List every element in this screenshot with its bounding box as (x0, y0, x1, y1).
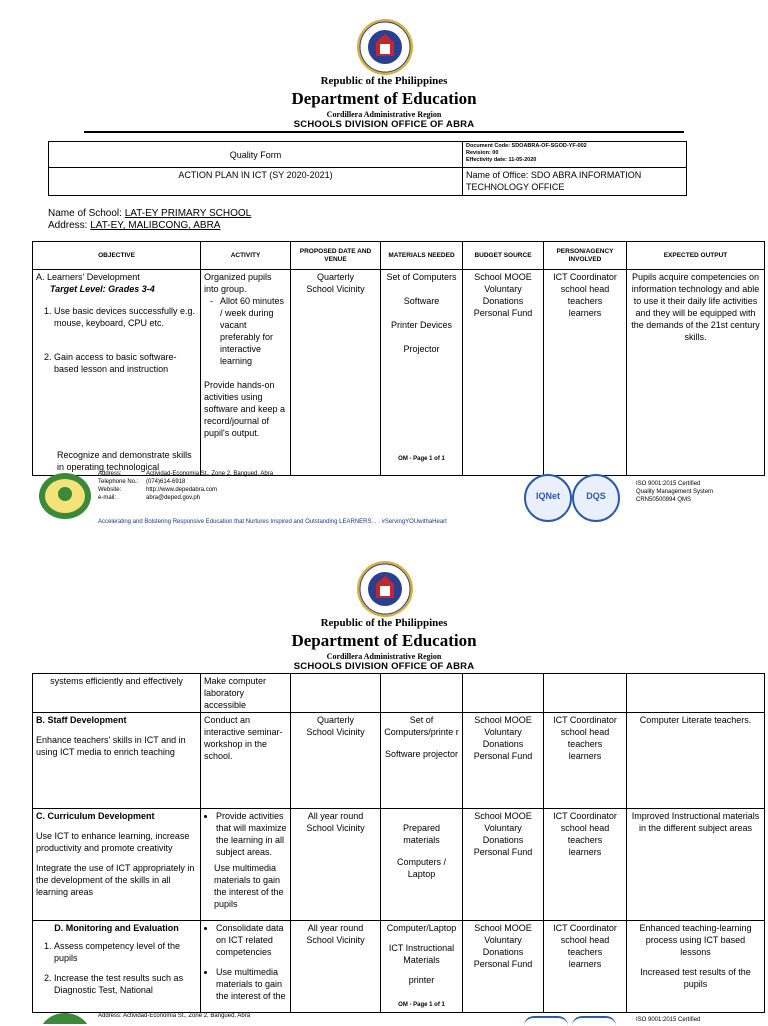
mon-mat-1: Computer/Laptop (386, 923, 457, 933)
document-control (463, 142, 687, 168)
objective-2: 2. Gain access to basic software-based lesson and instruction (54, 351, 197, 375)
curr-bud-3: Donations (482, 835, 524, 845)
budget-3: Donations (482, 296, 524, 306)
staff-bud-4: Personal Fund (473, 751, 533, 761)
mon-per-2: school head (560, 935, 610, 945)
objective-3: Recognize and demonstrate skills in operating technological (57, 450, 192, 472)
staff-bud-1: School MOOE (474, 715, 532, 725)
school-address-label: Address: (48, 220, 88, 231)
monitoring-obj-1: 1. Assess competency level of the pupils (54, 940, 197, 964)
objective-continued: systems efficiently and effectively (33, 674, 201, 713)
curr-per-2: school head (560, 823, 610, 833)
iqnet-badge-page2 (524, 1016, 568, 1026)
mon-bud-1: School MOOE (474, 923, 532, 933)
staff-dev-objective (33, 713, 201, 809)
materials-cell (381, 270, 463, 476)
action-plan-table-page1 (32, 241, 765, 476)
region-label: Cordillera Administrative Region (326, 110, 442, 119)
curriculum-date (291, 809, 381, 921)
republic-label-page2: Republic of the Philippines (320, 617, 448, 629)
mon-out-2: Increased test results of the pupils (640, 967, 751, 989)
dqs-badge-page2 (572, 1016, 616, 1026)
activity-intro: Organized pupils into group. (204, 272, 272, 294)
expected-output-cell: Pupils acquire competencies on information technology and able to use it their daily life activities and they will be equipped with the demands of the 21st century skills. (627, 270, 765, 476)
curr-per-3: teachers (567, 835, 603, 845)
footer-address-page2: Address: Actividad-Economia St., Zone 2, Bangued, Abra (98, 1013, 251, 1019)
motto: Accelerating and Bolstering Responsive Education that Nurtures Inspired and Outstanding LEARNERS. . . #ServingYOUwithaHeart (98, 519, 447, 525)
curriculum-obj-1: Use ICT to enhance learning, increase productivity and promote creativity (36, 831, 190, 853)
school-name-value: LAT-EY PRIMARY SCHOOL (124, 208, 252, 219)
staff-per-4: learners (568, 751, 602, 761)
header-budget: BUDGET SOURCE (463, 242, 544, 270)
curriculum-materials (381, 809, 463, 921)
table-row (33, 713, 765, 809)
header-date-venue: PROPOSED DATE AND VENUE (291, 242, 381, 270)
staff-dev-person (544, 713, 627, 809)
mon-mat-2: ICT Instructional Materials (388, 943, 455, 965)
budget-1: School MOOE (474, 272, 532, 282)
mon-out-1: Enhanced teaching-learning process using ICT based lessons (639, 923, 752, 957)
staff-dev-activity: Conduct an interactive seminar-workshop in the school. (201, 713, 291, 809)
department-title-page2: Department of Education (291, 631, 477, 650)
curriculum-obj-2: Integrate the use of ICT appropriately in the development of the skills in all learning areas (36, 863, 195, 897)
budget-4: Personal Fund (473, 308, 533, 318)
monitoring-act-1: • Consolidate data on ICT related competencies (216, 922, 287, 958)
mon-mat-3: printer (408, 975, 435, 985)
staff-per-2: school head (560, 727, 610, 737)
quality-form-label: Quality Form (49, 142, 463, 168)
address-value: Actividad-Economia St., Zone 2, Bangued, Abra (146, 471, 274, 477)
address-label: Address: (98, 471, 122, 477)
school-address-value: LAT-EY, MALIBCONG, ABRA (90, 220, 221, 231)
sdo-abra-logo-page2 (38, 1012, 92, 1024)
monitoring-activity (201, 921, 291, 1013)
date-quarterly: Quarterly (316, 272, 354, 282)
page-mark: OM - Page 1 of 1 (398, 456, 445, 462)
header-activity: ACTIVITY (201, 242, 291, 270)
mon-date-2: School Vicinity (306, 935, 365, 945)
mon-date-1: All year round (307, 923, 364, 933)
staff-date-2: School Vicinity (306, 727, 365, 737)
curriculum-budget (463, 809, 544, 921)
header-objective: OBJECTIVE (33, 242, 201, 270)
venue: School Vicinity (306, 284, 365, 294)
curriculum-person (544, 809, 627, 921)
staff-bud-2: Voluntary (484, 727, 522, 737)
form-title: ACTION PLAN IN ICT (SY 2020-2021) (49, 168, 463, 196)
iso-line-1: ISO 9001:2015 Certified (636, 481, 701, 487)
staff-dev-output: Computer Literate teachers. (627, 713, 765, 809)
monitoring-output (627, 921, 765, 1013)
header-output: EXPECTED OUTPUT (627, 242, 765, 270)
staff-dev-materials (381, 713, 463, 809)
staff-dev-budget (463, 713, 544, 809)
person-cell (544, 270, 627, 476)
header-person: PERSON/AGENCY INVOLVED (544, 242, 627, 270)
quality-form-box (48, 141, 687, 196)
person-2: school head (560, 284, 610, 294)
email-value: abra@deped.gov.ph (146, 495, 201, 501)
iqnet-certified-badge (524, 474, 572, 522)
website-value: http://www.depedabra.com (146, 487, 218, 493)
iso-certification (636, 480, 766, 504)
activity-dash-item: - Allot 60 minutes / week during vacant preferably for interactive learning (220, 295, 287, 367)
monitoring-act-2: • Use multimedia materials to gain the interest of the (216, 966, 287, 1002)
iqnet-label: IQNet (535, 491, 560, 501)
person-4: learners (568, 308, 602, 318)
material-2: Software (403, 296, 440, 306)
curr-bud-2: Voluntary (484, 823, 522, 833)
website-label: Website: (98, 487, 122, 493)
school-info (48, 208, 251, 232)
learners-dev-title: A. Learners' Development (36, 272, 140, 282)
region-label-page2: Cordillera Administrative Region (326, 652, 442, 661)
office-name: Name of Office: SDO ABRA INFORMATION TECHNOLOGY OFFICE (463, 168, 687, 196)
mon-bud-3: Donations (482, 947, 524, 957)
effectivity-date: Effectivity date: 11-05-2020 (466, 157, 537, 163)
curriculum-title: C. Curriculum Development (36, 811, 155, 821)
target-level: Target Level: Grades 3-4 (50, 284, 155, 294)
action-plan-table-page2 (32, 673, 765, 1013)
curr-bud-4: Personal Fund (473, 847, 533, 857)
material-4: Projector (403, 344, 440, 354)
staff-bud-3: Donations (482, 739, 524, 749)
curr-per-1: ICT Coordinator (553, 811, 617, 821)
monitoring-date (291, 921, 381, 1013)
person-1: ICT Coordinator (553, 272, 617, 282)
activity-hands-on: Provide hands-on activities using software and keep a record/journal of pupil's output. (204, 380, 286, 438)
email-label: e-mail: (98, 495, 117, 501)
table-row (33, 270, 765, 476)
monitoring-obj-2: 2. Increase the test results such as Diagnostic Test, National (54, 972, 197, 996)
table-row (33, 809, 765, 921)
department-title: Department of Education (291, 89, 477, 108)
staff-per-1: ICT Coordinator (553, 715, 617, 725)
school-name-label: Name of School: (48, 208, 122, 219)
iso-page2: ISO 9001:2015 Certified (636, 1017, 701, 1023)
header-materials: MATERIALS NEEDED (381, 242, 463, 270)
revision: Revision: 00 (466, 150, 499, 156)
monitoring-person (544, 921, 627, 1013)
curr-mat-1: Prepared materials (402, 823, 441, 845)
curr-per-4: learners (568, 847, 602, 857)
table-row (33, 674, 765, 713)
person-3: teachers (567, 296, 603, 306)
sdo-abra-logo (38, 472, 92, 520)
mon-per-4: learners (568, 959, 602, 969)
curr-bud-1: School MOOE (474, 811, 532, 821)
phone-value: (074)614-6918 (146, 479, 186, 485)
footer-contact (98, 470, 298, 502)
document-code: Document Code: SDOABRA-OF-SGOD-YF-002 (466, 143, 587, 149)
republic-label: Republic of the Philippines (320, 75, 448, 87)
curriculum-objective (33, 809, 201, 921)
phone-label: Telephone No.: (98, 479, 139, 485)
staff-dev-title: B. Staff Development (36, 715, 127, 725)
objective-1: 1. Use basic devices successfully e.g. mouse, keyboard, CPU etc. (54, 305, 197, 329)
staff-dev-date (291, 713, 381, 809)
activity-continued: Make computer laboratory accessible (201, 674, 291, 713)
monitoring-budget (463, 921, 544, 1013)
staff-per-3: teachers (567, 739, 603, 749)
mon-bud-4: Personal Fund (473, 959, 533, 969)
curr-mat-2: Computers / Laptop (396, 857, 447, 879)
curriculum-act-2: Use multimedia materials to gain the interest of the pupils (214, 863, 284, 909)
table-row (33, 921, 765, 1013)
material-1: Set of Computers (386, 272, 457, 282)
date-venue-cell (291, 270, 381, 476)
mon-per-3: teachers (567, 947, 603, 957)
activity-cell (201, 270, 291, 476)
deped-seal-logo-page2 (356, 560, 414, 618)
curriculum-output: Improved Instructional materials in the different subject areas (627, 809, 765, 921)
monitoring-materials (381, 921, 463, 1013)
staff-mat-2: Software projector (384, 749, 459, 759)
iso-line-3: CRN50500994 QMS (636, 497, 692, 503)
budget-cell (463, 270, 544, 476)
page-mark-page2: OM - Page 1 of 1 (398, 1002, 445, 1008)
dqs-certified-badge (572, 474, 620, 522)
curriculum-act-1: • Provide activities that will maximize the learning in all subject areas. (216, 810, 287, 858)
monitoring-objective (33, 921, 201, 1013)
staff-dev-obj: Enhance teachers' skills in ICT and in using ICT media to enrich teaching (36, 735, 186, 757)
division-label: SCHOOLS DIVISION OFFICE OF ABRA (293, 119, 475, 130)
staff-mat-1: Set of Computers/printe r (384, 715, 459, 737)
deped-seal-logo (356, 18, 414, 76)
curr-date-2: School Vicinity (306, 823, 365, 833)
material-3: Printer Devices (390, 320, 453, 330)
mon-per-1: ICT Coordinator (553, 923, 617, 933)
table-header-row (33, 242, 765, 270)
staff-date-1: Quarterly (316, 715, 354, 725)
monitoring-title: D. Monitoring and Evaluation (54, 923, 179, 933)
dqs-label: DQS (586, 491, 606, 501)
budget-2: Voluntary (484, 284, 522, 294)
division-label-page2: SCHOOLS DIVISION OFFICE OF ABRA (293, 661, 475, 672)
objective-cell (33, 270, 201, 476)
header-divider (84, 131, 684, 133)
mon-bud-2: Voluntary (484, 935, 522, 945)
curriculum-activity (201, 809, 291, 921)
curr-date-1: All year round (307, 811, 364, 821)
iso-line-2: Quality Management System (636, 489, 714, 495)
